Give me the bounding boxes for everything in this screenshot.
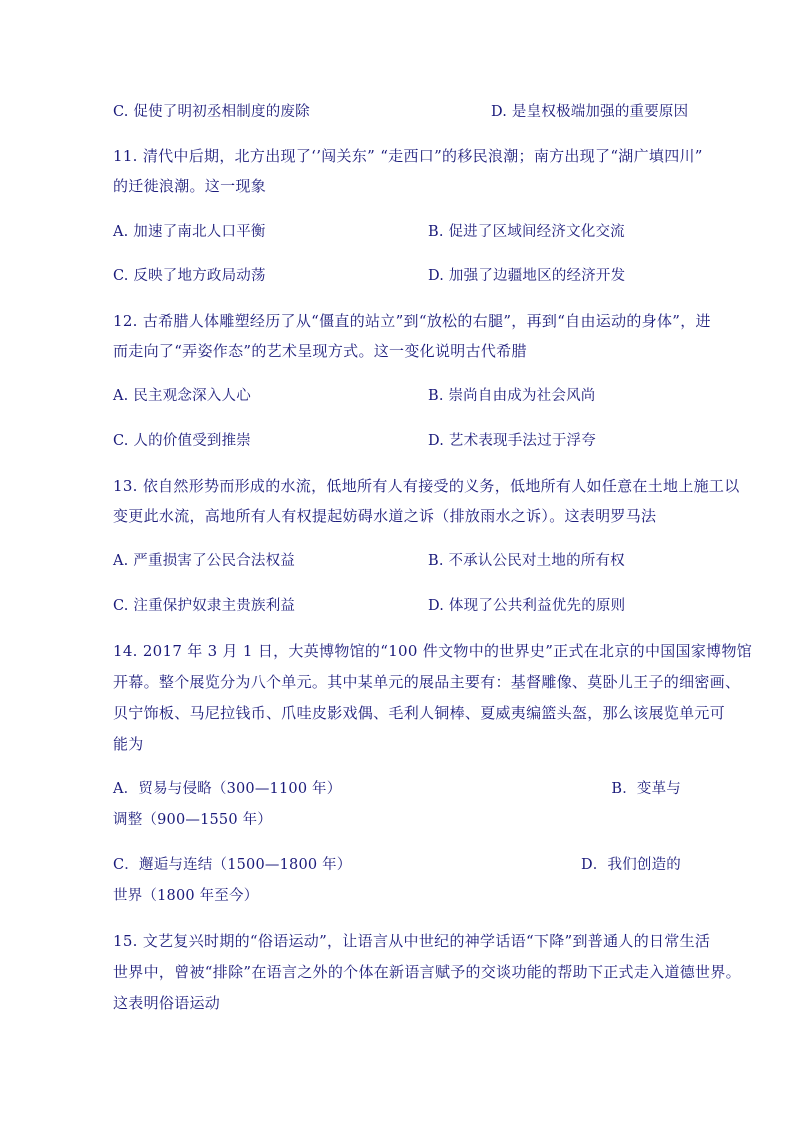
q12-option-c: C. 人的价值受到推崇 bbox=[113, 433, 251, 449]
q15-stem-line1: 15. 文艺复兴时期的“俗语运动”，让语言从中世纪的神学话语“下降”到普通人的日常生活 bbox=[113, 932, 711, 950]
q14-option-b-part2: 调整（900—1550 年） bbox=[113, 812, 272, 828]
q13-option-a: A. 严重损害了公民合法权益 bbox=[113, 553, 295, 569]
q13-stem-line1: 13. 依自然形势而形成的水流，低地所有人有接受的义务，低地所有人如任意在土地上施工以 bbox=[113, 477, 740, 495]
q13-option-c: C. 注重保护奴隶主贵族利益 bbox=[113, 598, 296, 614]
q10-option-c: C. 促使了明初丞相制度的废除 bbox=[113, 104, 310, 120]
q11-option-b: B. 促进了区域间经济文化交流 bbox=[428, 224, 625, 240]
q14-option-b-part1: B．变革与 bbox=[611, 781, 681, 797]
q15-stem-line3: 这表明俗语运动 bbox=[113, 994, 221, 1012]
q13-option-b: B. 不承认公民对土地的所有权 bbox=[428, 553, 625, 569]
q14-option-d-part1: D．我们创造的 bbox=[580, 857, 681, 873]
q12-stem-line2: 而走向了“弄姿作态”的艺术呈现方式。这一变化说明古代希腊 bbox=[113, 342, 527, 360]
q14-option-c: C．邂逅与连结（1500—1800 年） bbox=[113, 857, 352, 873]
q14-option-a: A．贸易与侵略（300—1100 年） bbox=[113, 781, 342, 797]
q13-option-d: D. 体现了公共利益优先的原则 bbox=[428, 598, 626, 614]
q11-option-d: D. 加强了边疆地区的经济开发 bbox=[428, 268, 626, 284]
q11-option-c: C. 反映了地方政局动荡 bbox=[113, 268, 266, 284]
q12-stem-line1: 12. 古希腊人体雕塑经历了从“僵直的站立”到“放松的右腿”，再到“自由运动的身体”，进 bbox=[113, 312, 711, 330]
q10-option-d: D. 是皇权极端加强的重要原因 bbox=[491, 104, 689, 120]
q12-option-d: D. 艺术表现手法过于浮夸 bbox=[428, 433, 596, 449]
q14-stem-line2: 开幕。整个展览分为八个单元。其中某单元的展品主要有：基督雕像、莫卧儿王子的细密画、 bbox=[113, 673, 741, 691]
q12-option-b: B. 崇尚自由成为社会风尚 bbox=[428, 388, 596, 404]
q11-option-a: A. 加速了南北人口平衡 bbox=[113, 224, 266, 240]
q14-stem-line4: 能为 bbox=[113, 735, 144, 753]
q11-stem-line2: 的迁徙浪潮。这一现象 bbox=[113, 177, 267, 195]
q14-stem-line3: 贝宁饰板、马尼拉钱币、爪哇皮影戏偶、毛利人铜棒、夏威夷编篮头盔，那么该展览单元可 bbox=[113, 704, 726, 722]
q14-stem-line1: 14. 2017 年 3 月 1 日，大英博物馆的“100 件文物中的世界史”正式在北京的中国国家博物馆 bbox=[113, 642, 753, 660]
q11-stem-line1: 11. 清代中后期，北方出现了‘’闯关东” “走西口”的移民浪潮；南方出现了“湖广填四川” bbox=[113, 147, 703, 165]
q15-stem-line2: 世界中，曾被“排除”在语言之外的个体在新语言赋予的交谈功能的帮助下正式走入道德世界。 bbox=[113, 963, 741, 981]
q12-option-a: A. 民主观念深入人心 bbox=[113, 388, 251, 404]
q14-option-d-part2: 世界（1800 年至今） bbox=[113, 888, 259, 904]
q13-stem-line2: 变更此水流，高地所有人有权提起妨碍水道之诉（排放雨水之诉）。这表明罗马法 bbox=[113, 507, 657, 525]
